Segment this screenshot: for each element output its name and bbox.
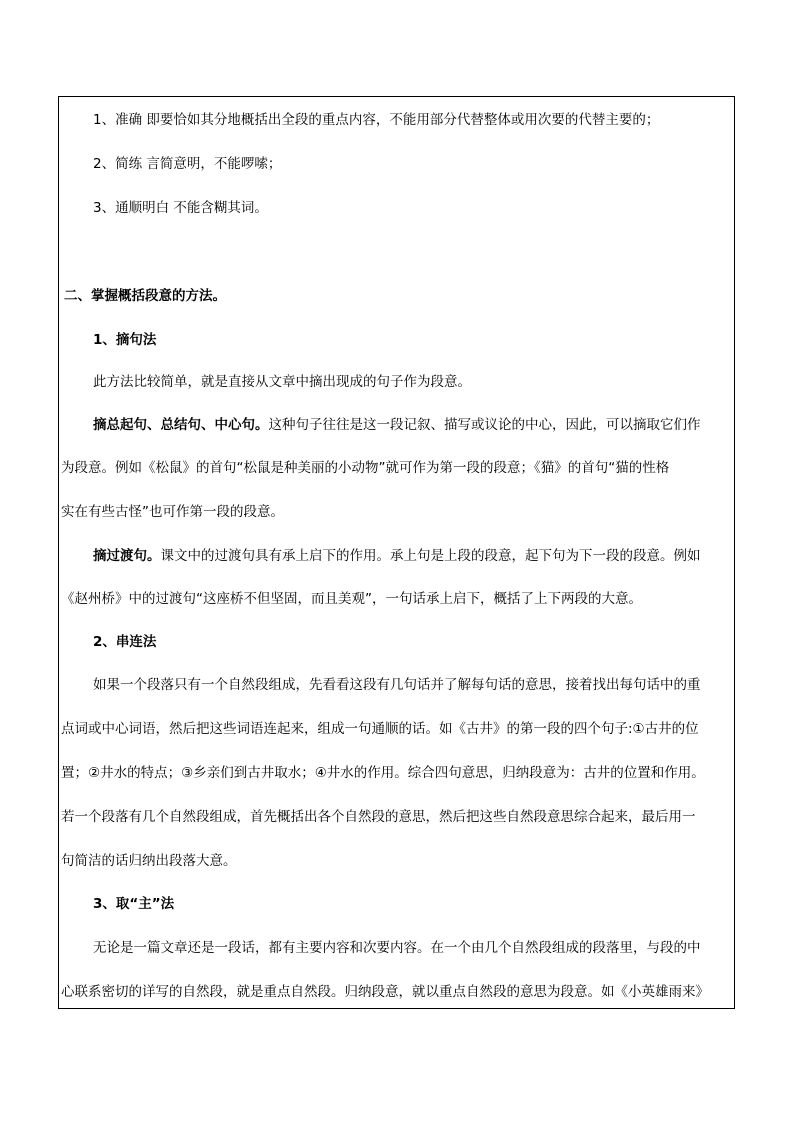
method3-line1: 无论是一篇文章还是一段话，都有主要内容和次要内容。在一个由几个自然段组成的段落里，与段的中 bbox=[93, 940, 701, 956]
method1-p1-line3: 实在有些古怪”也可作第一段的段意。 bbox=[61, 504, 284, 520]
method1-p1-line1 bbox=[59, 415, 701, 435]
method1-p1-line2: 为段意。例如《松鼠》的首句“松鼠是种美丽的小动物”就可作为第一段的段意；《猫》的首句“猫的性格 bbox=[61, 460, 670, 476]
method1-p1-text: 这种句子往往是这一段记叙、描写或议论的中心，因此，可以摘取它们作 bbox=[268, 417, 701, 433]
method2-line1: 如果一个段落只有一个自然段组成，先看看这段有几句话并了解每句话的意思，接着找出每句话中的重 bbox=[93, 677, 701, 693]
method1-title: 1、摘句法 bbox=[93, 332, 157, 348]
method2-line5: 句简洁的话归纳出段落大意。 bbox=[61, 853, 237, 869]
method2-title: 2、串连法 bbox=[93, 634, 157, 650]
method1-p2-line1 bbox=[59, 546, 701, 566]
method2-line4: 若一个段落有几个自然段组成，首先概括出各个自然段的意思，然后把这些自然段意思综合起来，最后用一 bbox=[61, 809, 696, 825]
method3-line2: 心联系密切的详写的自然段，就是重点自然段。归纳段意，就以重点自然段的意思为段意。如《小英雄雨来》 bbox=[61, 984, 709, 1000]
method1-p2-line2: 《赵州桥》中的过渡句“这座桥不但坚固，而且美观”，一句话承上启下，概括了上下两段的大意。 bbox=[61, 591, 642, 607]
method2-line3: 置；②井水的特点；③乡亲们到古井取水；④井水的作用。综合四句意思，归纳段意为：古井的位置和作用。 bbox=[61, 765, 705, 781]
method1-p2-lead: 摘过渡句。 bbox=[93, 548, 161, 564]
requirement-1: 1、准确 即要恰如其分地概括出全段的重点内容，不能用部分代替整体或用次要的代替主要的； bbox=[93, 112, 660, 128]
requirement-3: 3、通顺明白 不能含糊其词。 bbox=[93, 200, 268, 216]
method2-line2: 点词或中心词语，然后把这些词语连起来，组成一句通顺的话。如《古井》的第一段的四个句子:①古井的位 bbox=[61, 721, 699, 737]
requirement-2: 2、简练 言简意明，不能啰嗦； bbox=[93, 156, 282, 172]
method1-p1-lead: 摘总起句、总结句、中心句。 bbox=[93, 417, 269, 433]
method3-title: 3、取“主”法 bbox=[93, 896, 175, 912]
method1-p2-text: 课文中的过渡句具有承上启下的作用。承上句是上段的段意，起下句为下一段的段意。例如 bbox=[160, 548, 701, 564]
method1-intro: 此方法比较简单，就是直接从文章中摘出现成的句子作为段意。 bbox=[93, 374, 471, 390]
section-title: 二、掌握概括段意的方法。 bbox=[64, 288, 226, 304]
content-table-cell bbox=[58, 96, 735, 1009]
